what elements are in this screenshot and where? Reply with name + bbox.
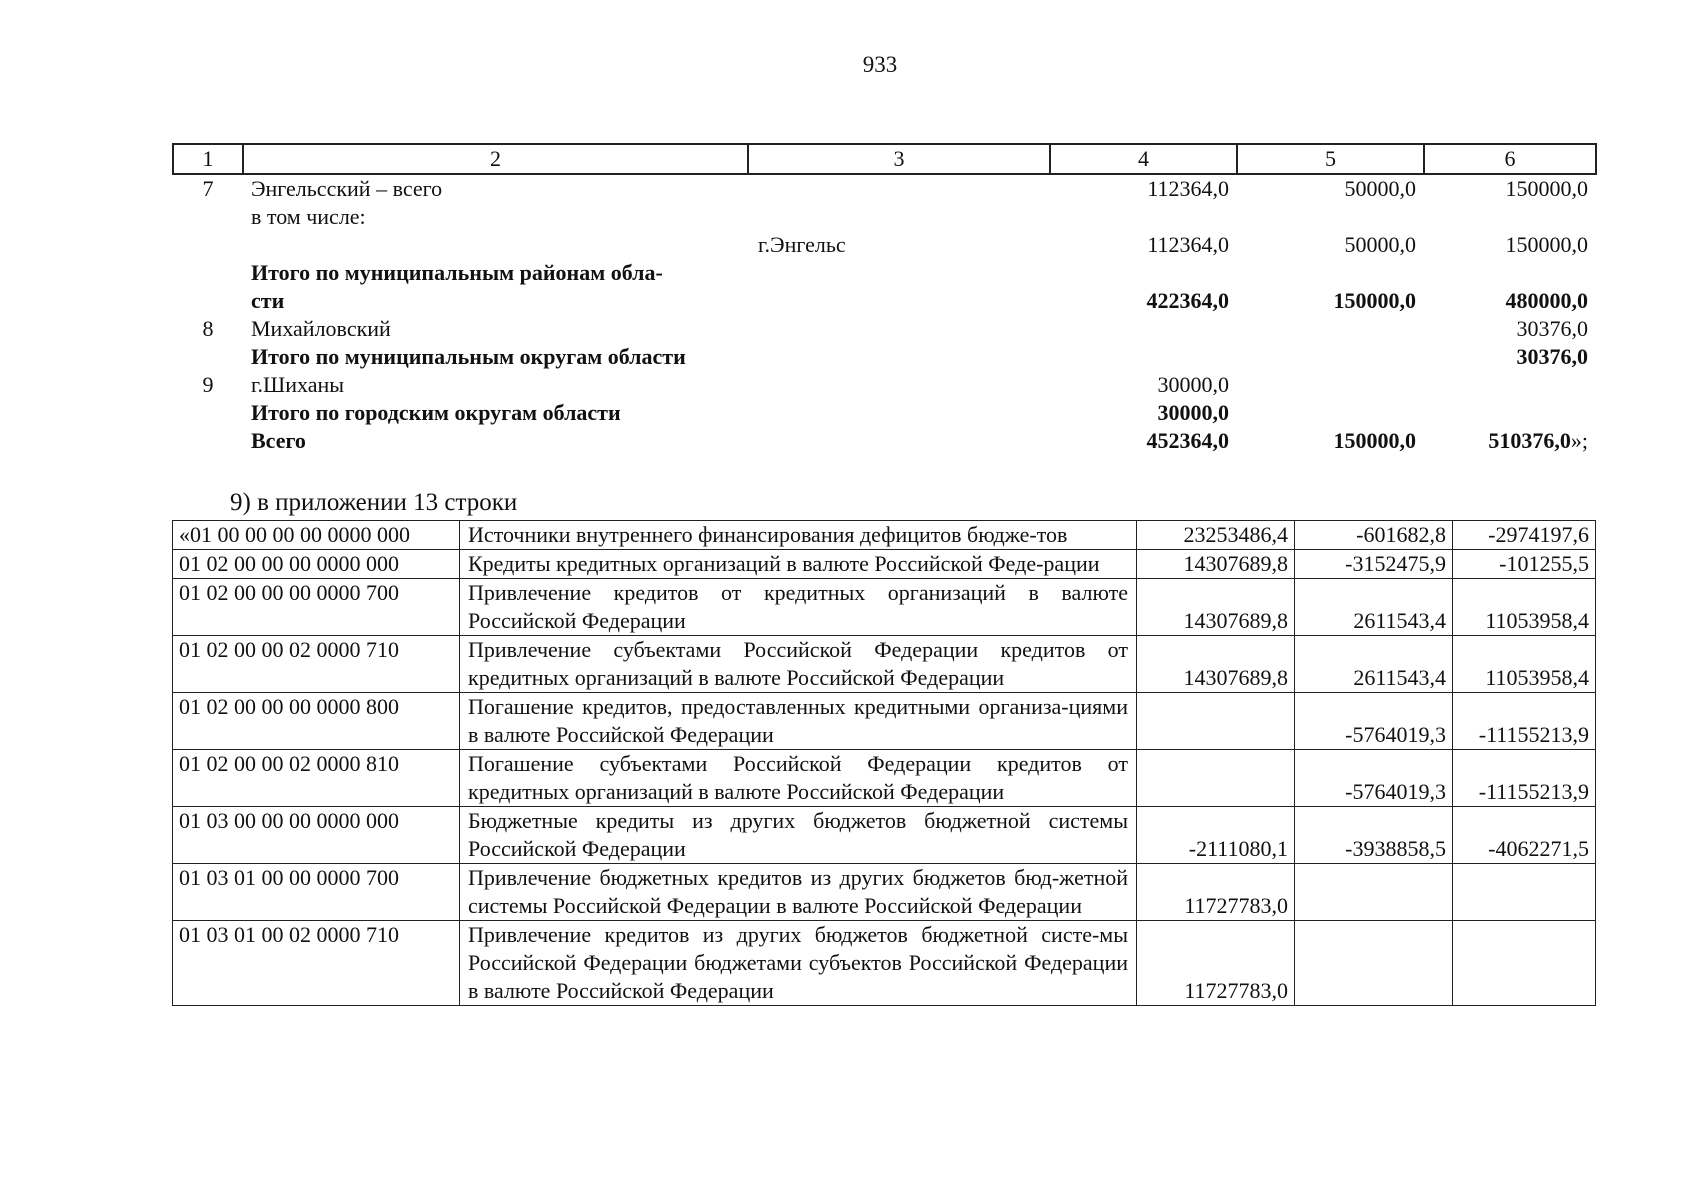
row-description: Привлечение бюджетных кредитов из других бюджетов бюд-жетной системы Российской Федерации в валюте Российской Федерации	[460, 864, 1137, 921]
value-year-2: -3938858,5	[1295, 807, 1453, 864]
value-year-3: -101255,5	[1453, 550, 1596, 579]
budget-code: 01 02 00 00 02 0000 710	[173, 636, 460, 693]
value-year-3	[1453, 864, 1596, 921]
row-description: Привлечение субъектами Российской Федерации кредитов от кредитных организаций в валюте Российской Федерации	[460, 636, 1137, 693]
value-year-1: 14307689,8	[1137, 550, 1295, 579]
value-col-5: 50000,0	[1344, 232, 1416, 257]
table-row	[173, 807, 1596, 864]
header-row	[173, 144, 1596, 174]
table-row	[173, 864, 1596, 921]
row-description: Погашение субъектами Российской Федерации кредитов от кредитных организаций в валюте Российской Федерации	[460, 750, 1137, 807]
column-header: 1	[173, 144, 243, 174]
row-city	[748, 427, 1050, 455]
value-year-3: 11053958,4	[1453, 636, 1596, 693]
total-suffix: »;	[1570, 428, 1588, 453]
row-number	[173, 399, 243, 427]
table-row	[173, 343, 1596, 371]
row-name: в том числе:	[251, 204, 366, 229]
table-row	[173, 203, 1596, 231]
row-description: Бюджетные кредиты из других бюджетов бюджетной системы Российской Федерации	[460, 807, 1137, 864]
row-number: 9	[202, 372, 214, 397]
row-description: Кредиты кредитных организаций в валюте Российской Феде-рации	[460, 550, 1137, 579]
value-col-6	[1424, 399, 1596, 427]
value-year-1: -2111080,1	[1137, 807, 1295, 864]
value-year-2: -5764019,3	[1295, 750, 1453, 807]
row-name: Михайловский	[251, 316, 391, 341]
budget-code: 01 02 00 00 00 0000 800	[173, 693, 460, 750]
table-row	[173, 427, 1596, 455]
value-col-4: 112364,0	[1147, 232, 1229, 257]
value-col-4	[1050, 259, 1237, 287]
value-col-6: 30376,0	[1516, 344, 1588, 369]
row-name: г.Шиханы	[251, 372, 345, 397]
value-col-6: 480000,0	[1505, 288, 1588, 313]
value-col-5	[1237, 371, 1424, 399]
row-number	[173, 231, 243, 259]
value-year-2: 2611543,4	[1295, 636, 1453, 693]
value-year-2: 2611543,4	[1295, 579, 1453, 636]
column-header: 4	[1050, 144, 1237, 174]
value-col-5	[1237, 259, 1424, 287]
value-col-6: 150000,0	[1505, 232, 1588, 257]
value-col-5	[1237, 343, 1424, 371]
row-city	[748, 343, 1050, 371]
section-caption: 9) в приложении 13 строки	[230, 489, 518, 516]
value-col-4: 30000,0	[1157, 372, 1229, 397]
value-col-5	[1237, 203, 1424, 231]
row-description: Привлечение кредитов от кредитных организаций в валюте Российской Федерации	[460, 579, 1137, 636]
table-row	[173, 550, 1596, 579]
budget-code: 01 02 00 00 02 0000 810	[173, 750, 460, 807]
value-year-1	[1137, 693, 1295, 750]
table-row	[173, 579, 1596, 636]
value-col-5: 50000,0	[1344, 176, 1416, 201]
value-year-1: 14307689,8	[1137, 579, 1295, 636]
value-col-4	[1050, 203, 1237, 231]
table-row	[173, 693, 1596, 750]
table-row	[173, 521, 1596, 550]
value-year-3: -4062271,5	[1453, 807, 1596, 864]
value-col-6	[1424, 371, 1596, 399]
budget-code: 01 03 01 00 02 0000 710	[173, 921, 460, 1006]
budget-code: 01 03 00 00 00 0000 000	[173, 807, 460, 864]
table-row	[173, 921, 1596, 1006]
row-description: Источники внутреннего финансирования дефицитов бюдже-тов	[460, 521, 1137, 550]
value-year-3: -2974197,6	[1453, 521, 1596, 550]
value-year-2: -3152475,9	[1295, 550, 1453, 579]
row-city: г.Энгельс	[758, 232, 846, 257]
row-number	[173, 427, 243, 455]
value-year-1: 11727783,0	[1137, 864, 1295, 921]
table-row	[173, 287, 1596, 315]
value-year-2	[1295, 864, 1453, 921]
value-year-2: -601682,8	[1295, 521, 1453, 550]
table-row	[173, 399, 1596, 427]
row-number: 8	[202, 316, 214, 341]
value-year-1: 23253486,4	[1137, 521, 1295, 550]
value-col-6	[1424, 259, 1596, 287]
value-year-3: 11053958,4	[1453, 579, 1596, 636]
row-city	[748, 203, 1050, 231]
value-col-6: 150000,0	[1505, 176, 1588, 201]
table-row	[173, 371, 1596, 399]
value-col-5: 150000,0	[1333, 288, 1416, 313]
row-number	[173, 287, 243, 315]
page-number: 933	[862, 52, 898, 77]
row-name: сти	[251, 288, 285, 313]
value-year-1: 11727783,0	[1137, 921, 1295, 1006]
value-col-4	[1050, 315, 1237, 343]
value-year-3: -11155213,9	[1453, 750, 1596, 807]
table-row	[173, 174, 1596, 203]
row-name	[243, 231, 748, 259]
row-name: Всего	[251, 428, 306, 453]
row-name: Итого по городским округам области	[251, 400, 621, 425]
column-header: 5	[1237, 144, 1424, 174]
row-number: 7	[202, 176, 214, 201]
row-number	[173, 343, 243, 371]
financing-sources-table	[172, 520, 1596, 1006]
row-city	[748, 371, 1050, 399]
value-col-6: 30376,0	[1516, 316, 1588, 341]
row-number	[173, 203, 243, 231]
budget-code: «01 00 00 00 00 0000 000	[173, 521, 460, 550]
row-city	[748, 399, 1050, 427]
value-year-1: 14307689,8	[1137, 636, 1295, 693]
value-year-1	[1137, 750, 1295, 807]
value-col-6: 510376,0»;	[1488, 428, 1588, 453]
value-year-3: -11155213,9	[1453, 693, 1596, 750]
value-col-4: 112364,0	[1147, 176, 1229, 201]
row-city	[748, 287, 1050, 315]
row-city	[748, 315, 1050, 343]
row-description: Погашение кредитов, предоставленных кредитными организа-циями в валюте Российской Федерации	[460, 693, 1137, 750]
row-name: Энгельсский – всего	[251, 176, 443, 201]
value-col-5	[1237, 315, 1424, 343]
value-col-5	[1237, 399, 1424, 427]
table-row	[173, 750, 1596, 807]
value-year-3	[1453, 921, 1596, 1006]
value-year-2	[1295, 921, 1453, 1006]
value-col-4	[1050, 343, 1237, 371]
column-header: 6	[1424, 144, 1596, 174]
budget-code: 01 02 00 00 00 0000 700	[173, 579, 460, 636]
column-header: 2	[243, 144, 748, 174]
budget-code: 01 02 00 00 00 0000 000	[173, 550, 460, 579]
row-number	[173, 259, 243, 287]
column-header: 3	[748, 144, 1050, 174]
table-row	[173, 315, 1596, 343]
value-col-4: 452364,0	[1146, 428, 1229, 453]
value-col-4: 422364,0	[1146, 288, 1229, 313]
row-city	[748, 174, 1050, 203]
row-name: Итого по муниципальным округам области	[251, 344, 686, 369]
table-row	[173, 259, 1596, 287]
value-year-2: -5764019,3	[1295, 693, 1453, 750]
budget-code: 01 03 01 00 00 0000 700	[173, 864, 460, 921]
allocation-table	[172, 143, 1597, 455]
value-col-6	[1424, 203, 1596, 231]
row-description: Привлечение кредитов из других бюджетов бюджетной систе-мы Российской Федерации бюджетами субъектов Российской Федерации в валюте Российской Федерации	[460, 921, 1137, 1006]
table-row	[173, 231, 1596, 259]
row-city	[748, 259, 1050, 287]
value-col-5: 150000,0	[1333, 428, 1416, 453]
value-col-4: 30000,0	[1157, 400, 1229, 425]
table-row	[173, 636, 1596, 693]
row-name: Итого по муниципальным районам обла-	[251, 260, 663, 285]
